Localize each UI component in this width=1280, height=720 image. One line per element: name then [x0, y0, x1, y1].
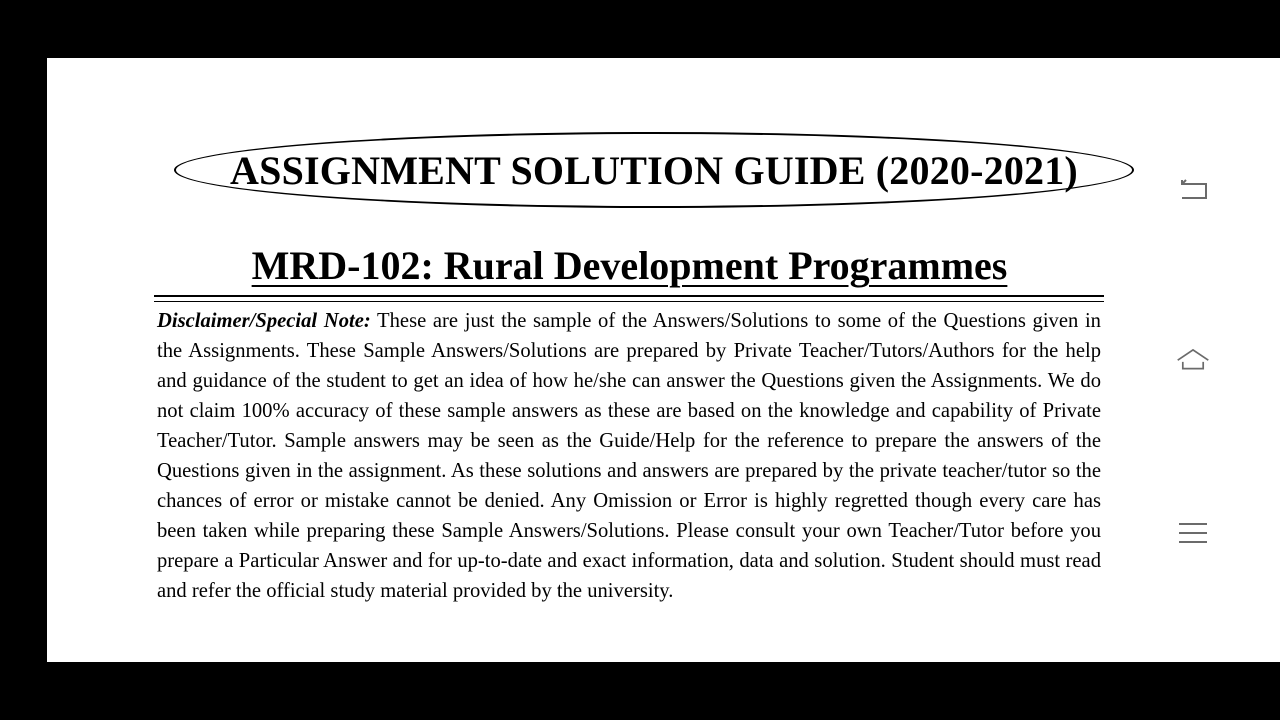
- disclaimer-body: These are just the sample of the Answers/Solutions to some of the Questions given in the Assignments. These Sample Answers/Solutions are prepared by Private Teacher/Tutors/Authors for the help and guidance of the student to get an idea of how he/she can answer the Questions given the Assignments. We do not claim 100% accuracy of these sample answers as these are based on the knowledge and capability of Private Teacher/Tutor. Sample answers may be seen as the Guide/Help for the reference to prepare the answers of the Questions given in the assignment. As these solutions and answers are prepared by the private teacher/tutor so the chances of error or mistake cannot be denied. Any Omission or Error is highly regretted though every care has been taken while preparing these Sample Answers/Solutions. Please consult your own Teacher/Tutor before you prepare a Particular Answer and for up-to-date and exact information, data and solution. Student should must read and refer the official study material provided by the university.: [157, 310, 1101, 602]
- disclaimer-paragraph: [157, 306, 1101, 606]
- menu-icon[interactable]: [1176, 516, 1210, 550]
- divider-thick: [154, 295, 1104, 297]
- document-viewer[interactable]: [47, 58, 1280, 662]
- course-title: MRD-102: Rural Development Programmes: [251, 243, 1008, 288]
- navigation-bar: [1209, 58, 1280, 662]
- disclaimer-label: Disclaimer/Special Note:: [157, 310, 371, 332]
- document-title: ASSIGNMENT SOLUTION GUIDE (2020-2021): [230, 147, 1078, 193]
- title-oval: [174, 132, 1134, 208]
- home-icon[interactable]: [1176, 344, 1210, 378]
- divider-thin: [154, 301, 1104, 302]
- back-icon[interactable]: [1176, 172, 1210, 206]
- document-page: [47, 58, 1209, 662]
